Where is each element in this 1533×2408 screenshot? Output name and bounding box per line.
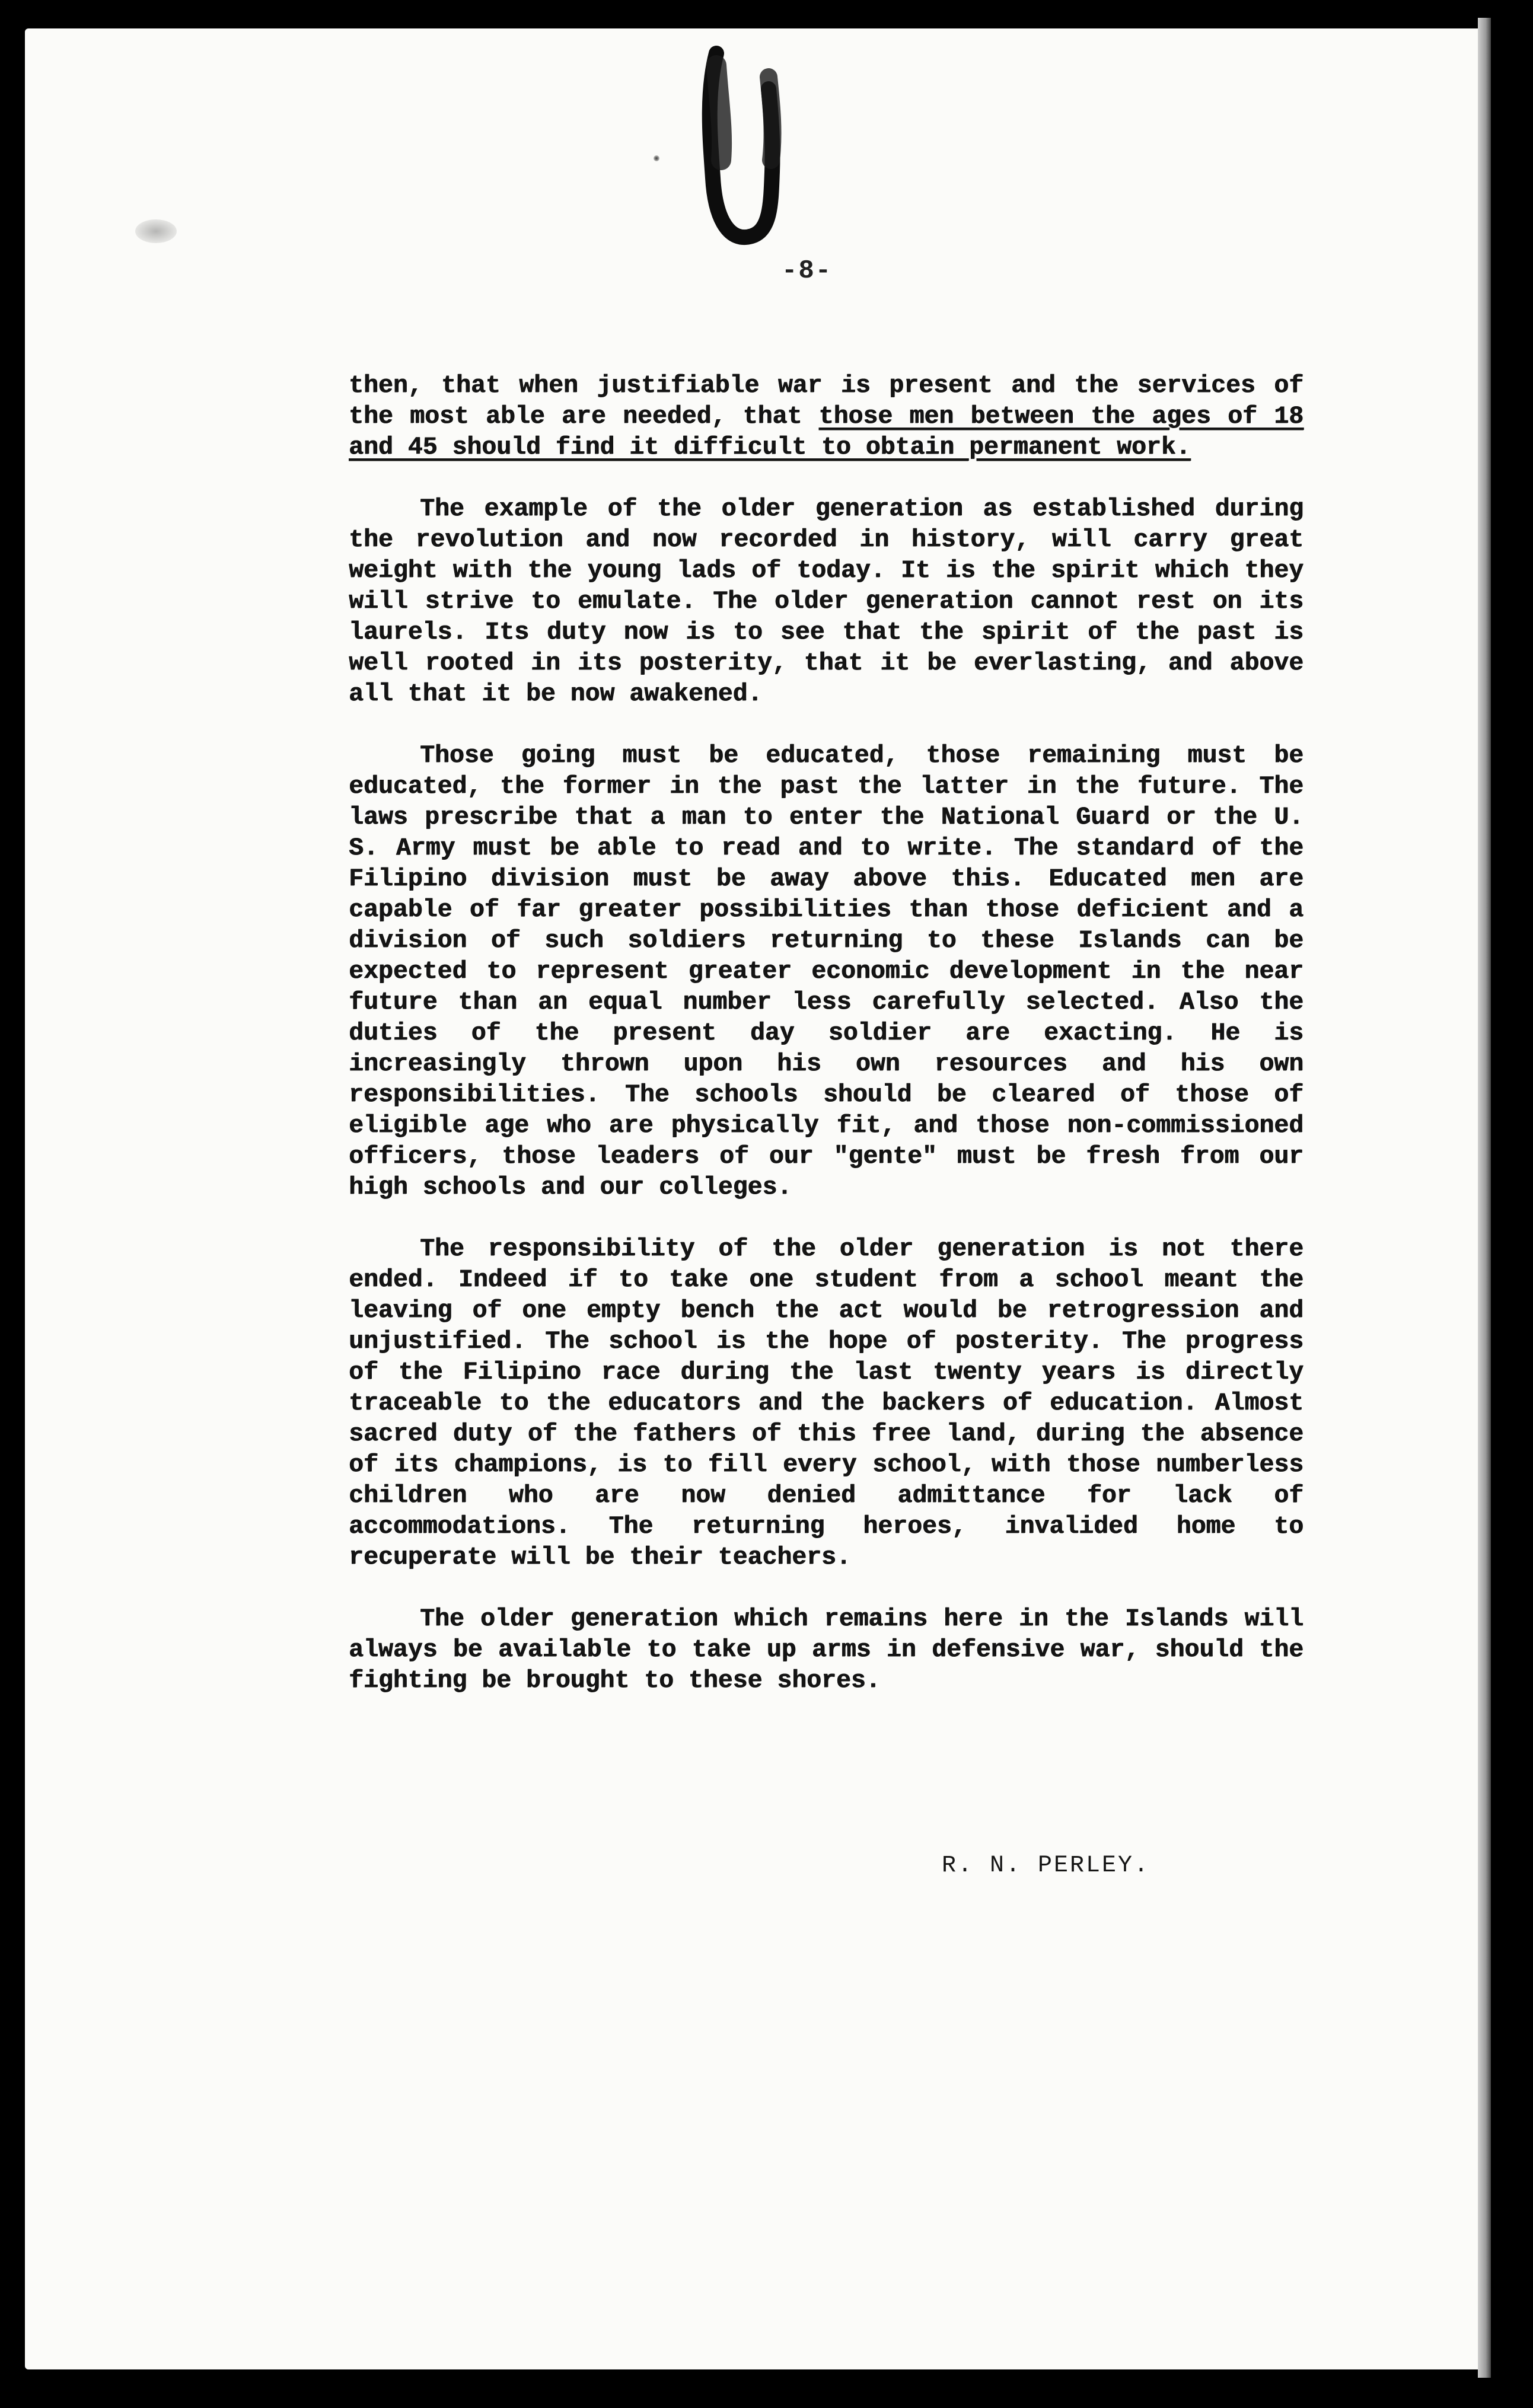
paragraph-1 xyxy=(349,371,1303,463)
paragraph-3: Those going must be educated, those remaining must be educated, the former in the past the latter in the future. The laws prescribe that a man to enter the National Guard or the U. S. Army must be able to read and to write. The standard of the Filipino division must be away above this. Educated men are capable of far greater possibilities than those deficient and a division of such soldiers returning to these Islands can be expected to represent greater economic development in the near future than an equal number less carefully selected. Also the duties of the present day soldier are exacting. He is increasingly thrown upon his own resources and his own responsibilities. The schools should be cleared of those of eligible age who are physically fit, and those non-commissioned officers, those leaders of our "gente" must be fresh from our high schools and our colleges. xyxy=(349,742,1303,1201)
page-number: -8- xyxy=(782,256,833,286)
ink-speck xyxy=(654,155,659,161)
paragraph-2: The example of the older generation as established during the revolution and now recorded in history, will carry great weight with the young lads of today. It is the spirit which they will strive to emulate. The older generation cannot rest on its laurels. Its duty now is to see that the spirit of the past is well rooted in its posterity, that it be everlasting, and above all that it be now awakened. xyxy=(349,495,1303,708)
letter-body xyxy=(349,371,1303,1727)
paragraph-5: The older generation which remains here in the Islands will always be available to take up arms in defensive war, should the fighting be brought to these shores. xyxy=(349,1605,1303,1695)
page-edge-shadow xyxy=(1478,18,1491,2378)
paragraph-4: The responsibility of the older generation is not there ended. Indeed if to take one student from a school meant the leaving of one empty bench the act would be retrogression and unjustified. The school is the hope of posterity. The progress of the Filipino race during the last twenty years is directly traceable to the educators and the backers of education. Almost sacred duty of the fathers of this free land, during the absence of its champions, is to fill every school, with those numberless children who are now denied admittance for lack of accommodations. The returning heroes, invalided home to recuperate will be their teachers. xyxy=(349,1235,1303,1571)
underlined-passage: those men between the ages of 18 and 45 should find it difficult to obtain permanent work. xyxy=(349,403,1303,461)
paragraph-1-text: then, that when justifiable war is present and the services of the most able are needed, that xyxy=(349,372,1303,430)
signature: R. N. PERLEY. xyxy=(942,1852,1150,1879)
ink-smudge xyxy=(135,219,177,243)
handwritten-initial-mark xyxy=(682,42,801,267)
